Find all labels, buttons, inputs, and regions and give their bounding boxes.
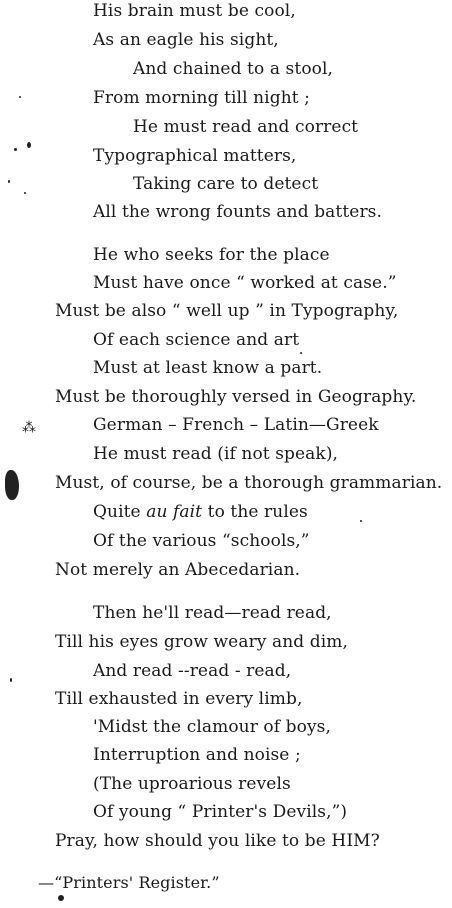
poem-line: He must read (if not speak), (93, 444, 339, 464)
scan-speck (58, 895, 64, 901)
poem-line: Of the various “schools,” (93, 531, 310, 551)
poem-line: Pray, how should you like to be HIM? (55, 831, 380, 851)
poem-line: He who seeks for the place (93, 245, 330, 265)
scan-speck (300, 352, 302, 354)
poem-line: Taking care to detect (133, 174, 319, 194)
scan-speck (10, 678, 12, 682)
scan-speck (24, 192, 26, 194)
scan-speck (27, 142, 31, 148)
poem-line: (The uproarious revels (93, 774, 291, 794)
poem-line: Must be also “ well up ” in Typography, (55, 301, 399, 321)
poem-line: German – French – Latin—Greek (93, 415, 379, 435)
poem-line: Of young “ Printer's Devils,”) (93, 802, 348, 822)
poem-line: Then he'll read—read read, (93, 603, 332, 623)
poem-line: And read --read - read, (93, 661, 292, 681)
poem-line: Must, of course, be a thorough grammarian. (55, 473, 443, 493)
poem-line: Of each science and art (93, 330, 300, 350)
poem-line (93, 501, 308, 523)
poem-line: Must at least know a part. (93, 358, 323, 378)
scan-speck (360, 520, 362, 522)
scan-blot (5, 470, 19, 500)
poem-line: From morning till night ; (93, 88, 311, 108)
scan-speck (8, 180, 10, 183)
poem-line: Not merely an Abecedarian. (55, 560, 301, 580)
poem-line: Interruption and noise ; (93, 745, 301, 765)
poem-line: Till his eyes grow weary and dim, (55, 632, 349, 652)
poem-line: Must be thoroughly versed in Geography. (55, 387, 417, 407)
attribution: —“Printers' Register.” (38, 873, 220, 892)
scan-blot: ⁂ (22, 420, 36, 436)
poem-line: 'Midst the clamour of boys, (93, 717, 332, 737)
au-fait-italic: au fait (146, 502, 203, 522)
poem-line: Till exhausted in every limb, (55, 689, 303, 709)
poem-line: Must have once “ worked at case.” (93, 273, 397, 293)
poem-line: And chained to a stool, (133, 59, 334, 79)
quite-word: Quite (93, 502, 141, 522)
scan-speck (19, 96, 21, 98)
poem-line: Typographical matters, (93, 146, 297, 166)
poem-line: All the wrong founts and batters. (93, 202, 382, 222)
poem-line: He must read and correct (133, 117, 359, 137)
rules-phrase: to the rules (207, 502, 308, 522)
scan-speck (14, 148, 17, 151)
poem-line: His brain must be cool, (93, 1, 296, 21)
poem-line: As an eagle his sight, (93, 30, 279, 50)
